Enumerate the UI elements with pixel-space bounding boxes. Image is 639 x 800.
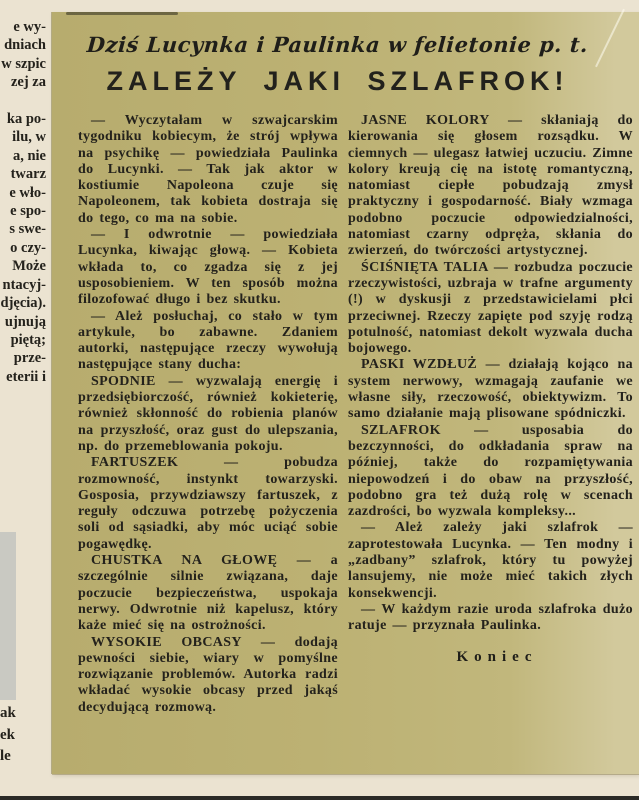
paragraph: ilu, w <box>12 129 46 146</box>
page-bottom-rule <box>0 796 639 800</box>
clipping-edge-smudge <box>66 12 178 15</box>
paragraph: eterii i <box>6 368 46 385</box>
paragraph: o czy- <box>10 239 46 256</box>
article-headline: ZALEŻY JAKI SZLAFROK! <box>106 66 569 96</box>
adjacent-column-fragments <box>0 18 46 408</box>
paragraph: ujnują <box>4 313 46 330</box>
paragraph: dniach <box>4 37 46 54</box>
paragraph: zej za <box>10 74 46 91</box>
end-mark: Koniec <box>456 648 538 665</box>
paragraph: — Ależ posłuchaj, co stało w tym artykule, bo zabawne. Zdaniem autorki, następujące rzeczy wywołują następujące stany ducha: <box>78 308 338 373</box>
paragraph: FARTUSZEK — pobudza rozmowność, instynkt towarzyski. Gosposia, przywdziawszy fartuszek, z reguły odczuwa potrzebę pożyczenia soli od sąsiadki, aby móc uciąć sobie pogawędkę. <box>78 455 338 552</box>
paragraph: e spo- <box>10 203 46 220</box>
paragraph: a, nie <box>12 147 46 164</box>
paragraph: djęcia). <box>0 295 46 312</box>
paragraph: WYSOKIE OBCASY — dodają pewności siebie, wiary w pomyślne rozwiązanie problemów. Autorka radzi wkładać wysokie obcasy przed jakąś decydującą rozmową. <box>78 634 338 715</box>
newspaper-clipping <box>52 12 639 774</box>
paragraph: ek <box>0 726 15 743</box>
paragraph: s swe- <box>9 221 46 238</box>
paragraph: le <box>0 748 11 764</box>
paragraph: ak <box>0 705 16 721</box>
paragraph: — W każdym razie uroda szlafroka dużo ratuje — przyznała Paulinka. <box>348 601 633 634</box>
paragraph: CHUSTKA NA GŁOWĘ — a szczególnie silnie związana, daje poczucie bezpieczeństwa, uspokaja nerwy. Odwrotnie niż kapelusz, który każe mieć się na ostrożności. <box>78 553 338 634</box>
adjacent-column-bottom-fragments <box>0 703 20 768</box>
article-kicker: Dziś Lucynka i Paulinka w felietonie p. t. <box>86 32 589 57</box>
paragraph: ka po- <box>6 111 46 128</box>
paragraph: e wy- <box>13 19 46 35</box>
article-column-left <box>78 113 338 716</box>
paragraph: prze- <box>13 350 46 367</box>
article-column-right <box>348 113 633 716</box>
paragraph: PASKI WZDŁUŻ — działają kojąco na system nerwowy, wzmagają zaufanie we własne siły, rzeczowość, obiektywizm. To samo działanie mają plisowane spódniczki. <box>348 357 633 422</box>
paragraph: — Wyczytałam w szwajcarskim tygodniku kobiecym, że strój wpływa na psychikę — powiedziała Paulinka do Lucynki. — Tak jak aktor w kostiumie Napoleona czuje się Napoleonem, tak kobieta dostraja się do tego, co ma na sobie. <box>78 113 338 226</box>
paragraph: ntacyj- <box>2 276 46 293</box>
article-body <box>78 113 633 716</box>
paragraph: Może <box>12 258 46 275</box>
paragraph: twarz <box>10 166 46 183</box>
paragraph: w szpic <box>1 55 46 72</box>
adjacent-photo-edge <box>0 532 16 700</box>
paragraph: — I odwrotnie — powiedziała Lucynka, kiwając głową. — Kobieta wkłada to, co zgadza się z jej usposobieniem. W ten sposób można filozofować długo i bez skutku. <box>78 227 338 308</box>
paragraph: piętą; <box>10 331 46 348</box>
paragraph <box>0 92 46 110</box>
paragraph: ŚCIŚNIĘTA TALIA — rozbudza poczucie rzeczywistości, uzbraja w trafne argumenty (!) w dyskusji z przedstawicielami płci przeciwnej. Rzeczy zapięte pod szyję rodzą potulność, natomiast dekolt wyzwala ducha bojowego. <box>348 259 633 357</box>
paragraph: SZLAFROK — usposabia do bezczynności, do odkładania spraw na później, także do rozpamiętywania niepowodzeń i do obaw na przyszłość, podobno gra też dużą rolę w scenach zazdrości, bo wyzwala kompleksy... <box>348 422 633 520</box>
paragraph: e wło- <box>9 184 46 201</box>
article-header <box>78 30 633 98</box>
paragraph: JASNE KOLORY — skłaniają do kierowania się głosem rozsądku. W ciemnych — ulegasz łatwiej uczuciu. Zimne kolory kreują cię na istotę romantyczną, natomiast ciepłe pobudzają zmysł praktyczny i gospodarność. Biały wzmaga podobno poczucie odpowiedzialności, natomiast czarny odpręża, skłania do zwierzeń, do twórczości artystycznej. <box>348 113 633 259</box>
paragraph: SPODNIE — wyzwalają energię i przedsiębiorczość, również kokieterię, również skłonność do robienia planów na przyszłość, oraz gust do ulepszania, np. do przemeblowania pokoju. <box>78 373 338 454</box>
paragraph: — Ależ zależy jaki szlafrok — zaprotestowała Lucynka. — Ten modny i „zadbany” szlafrok, który tu powyżej lansujemy, nie może mieć takich złych konsekwencji. <box>348 520 633 601</box>
